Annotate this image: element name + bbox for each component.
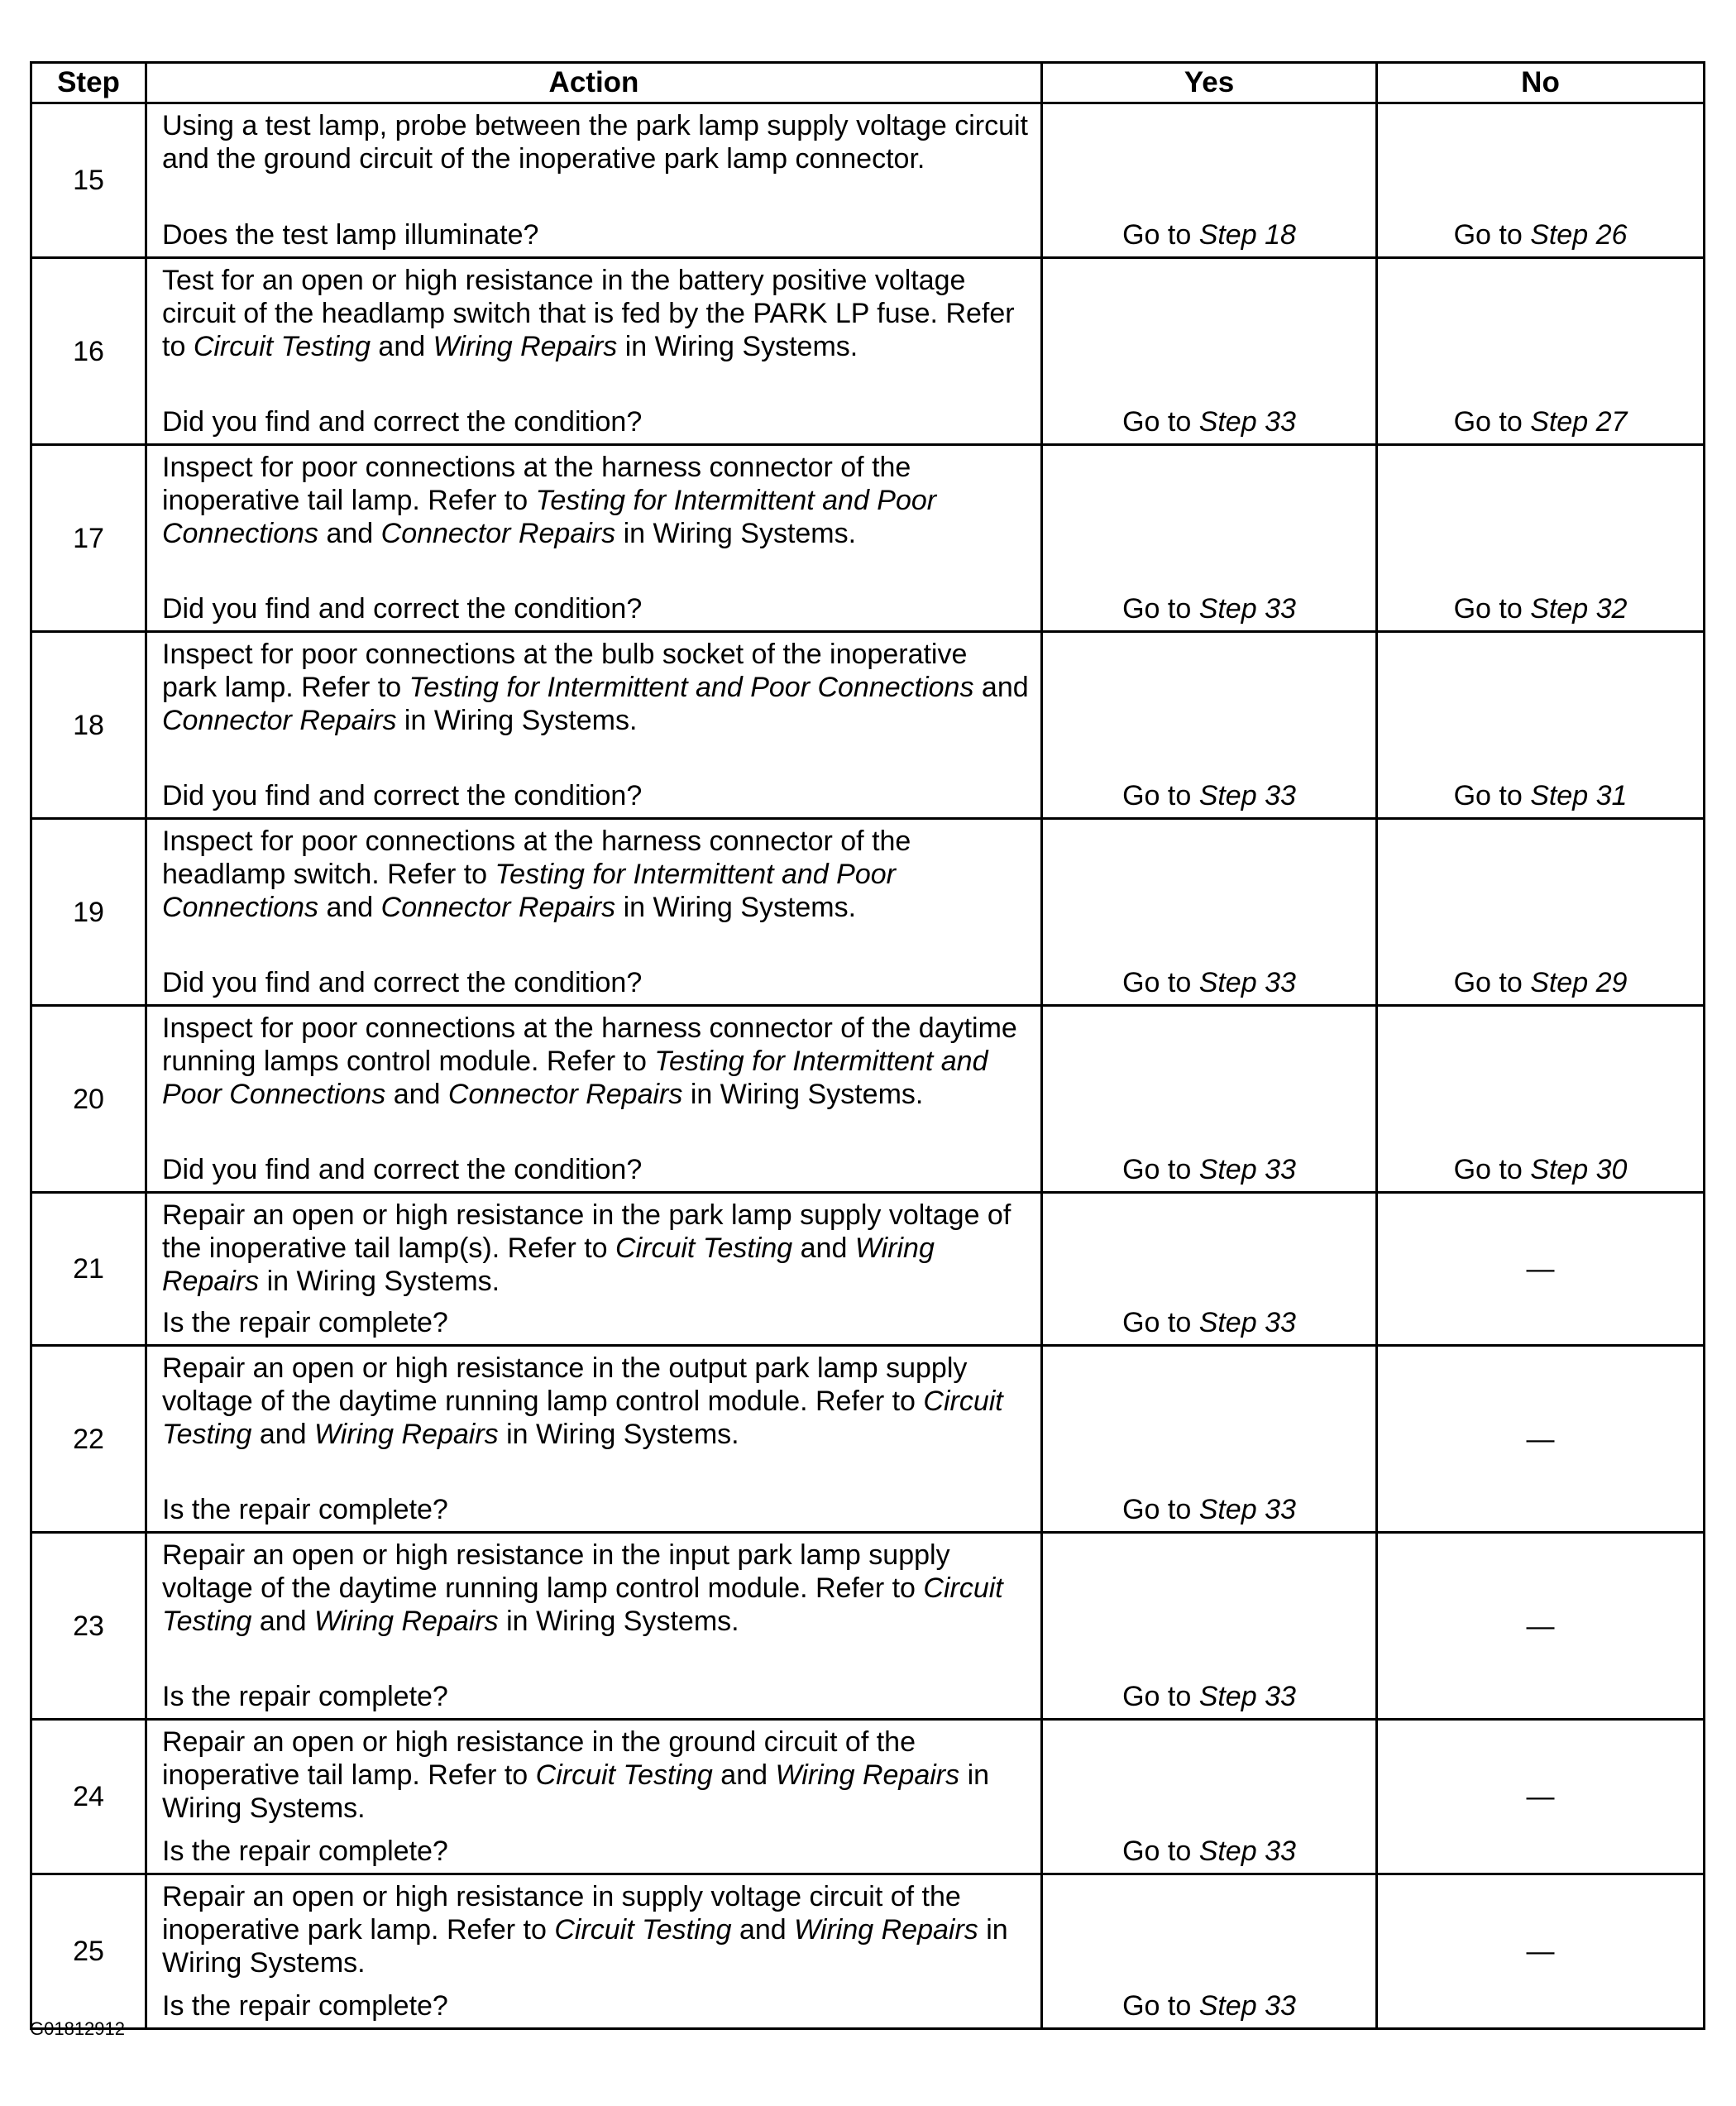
table-row <box>31 258 1705 445</box>
action-segment: in Wiring Systems. <box>162 1759 990 1824</box>
action-cell <box>146 632 1042 819</box>
goto-step-link: Step 33 <box>1198 1307 1296 1338</box>
action-text <box>162 1725 1029 1825</box>
yes-result <box>1042 1533 1377 1720</box>
yes-result <box>1042 1006 1377 1193</box>
reference-title: Connector Repairs <box>162 705 397 736</box>
goto-prefix: Go to <box>1453 967 1531 998</box>
goto-prefix: Go to <box>1122 967 1199 998</box>
no-dash: — <box>1526 1781 1555 1812</box>
goto-step-link: Step 32 <box>1530 593 1628 625</box>
goto-step-link: Step 33 <box>1198 406 1296 438</box>
yes-result <box>1042 445 1377 632</box>
table-row <box>31 1874 1705 2029</box>
action-segment: Repair an open or high resistance in the park lamp supply voltage of the inoperative tail lamp(s). Refer to <box>162 1199 1011 1264</box>
action-text <box>162 1880 1029 1979</box>
action-question: Is the repair complete? <box>162 1307 448 1338</box>
step-number: 23 <box>31 1533 146 1720</box>
action-text <box>162 825 1029 924</box>
action-question: Did you find and correct the condition? <box>162 967 643 998</box>
action-text <box>162 264 1029 363</box>
no-result <box>1377 1193 1705 1346</box>
reference-title: Testing for Intermittent and Poor Connections <box>409 672 974 703</box>
reference-title: Wiring Repairs <box>775 1759 960 1791</box>
reference-title: Connector Repairs <box>447 1079 683 1110</box>
action-segment: and <box>318 518 381 549</box>
goto-step-link: Step 33 <box>1198 1154 1296 1185</box>
action-segment: Inspect for poor connections at the harness connector of the headlamp switch. Refer to <box>162 826 911 890</box>
action-cell <box>146 103 1042 258</box>
goto-step-link: Step 33 <box>1198 593 1296 625</box>
header-yes: Yes <box>1042 63 1377 103</box>
action-segment: in Wiring Systems. <box>498 1606 739 1637</box>
action-cell <box>146 1193 1042 1346</box>
action-text <box>162 1352 1029 1451</box>
reference-title: Wiring Repairs <box>162 1232 935 1297</box>
goto-prefix: Go to <box>1122 780 1199 811</box>
goto-prefix: Go to <box>1122 219 1199 251</box>
reference-title: Wiring Repairs <box>314 1606 499 1637</box>
action-segment: Inspect for poor connections at the bulb socket of the inoperative park lamp. Refer to <box>162 639 968 703</box>
no-result <box>1377 1720 1705 1874</box>
header-action: Action <box>146 63 1042 103</box>
goto-step-link: Step 33 <box>1198 1990 1296 2022</box>
yes-result <box>1042 1193 1377 1346</box>
action-text <box>162 1199 1029 1298</box>
step-number: 25 <box>31 1874 146 2029</box>
goto-step-link: Step 33 <box>1198 967 1296 998</box>
reference-title: Circuit Testing <box>554 1914 732 1946</box>
table-row <box>31 445 1705 632</box>
step-number: 21 <box>31 1193 146 1346</box>
no-result <box>1377 1346 1705 1533</box>
table-row <box>31 103 1705 258</box>
goto-prefix: Go to <box>1122 1154 1199 1185</box>
step-number: 18 <box>31 632 146 819</box>
reference-title: Circuit Testing <box>193 331 371 362</box>
reference-title: Circuit Testing <box>615 1232 793 1264</box>
action-cell <box>146 445 1042 632</box>
action-segment: in Wiring Systems. <box>615 518 857 549</box>
figure-id: G01812912 <box>30 2018 125 2039</box>
goto-prefix: Go to <box>1122 1494 1199 1525</box>
goto-prefix: Go to <box>1122 1681 1199 1712</box>
goto-step-link: Step 27 <box>1530 406 1628 438</box>
goto-prefix: Go to <box>1453 780 1531 811</box>
action-segment: and <box>712 1759 776 1791</box>
action-segment: Repair an open or high resistance in the input park lamp supply voltage of the daytime running lamp control module. Refer to <box>162 1539 950 1604</box>
no-result <box>1377 445 1705 632</box>
action-text <box>162 1012 1029 1111</box>
action-segment: Test for an open or high resistance in the battery positive voltage circuit of the headlamp switch that is fed by the PARK LP fuse. Refer to <box>162 265 1015 362</box>
action-question: Is the repair complete? <box>162 1494 448 1525</box>
action-text <box>162 1539 1029 1638</box>
no-result <box>1377 1006 1705 1193</box>
action-segment: Repair an open or high resistance in the output park lamp supply voltage of the daytime running lamp control module. Refer to <box>162 1352 968 1417</box>
action-cell <box>146 1874 1042 2029</box>
reference-title: Circuit Testing <box>162 1572 1003 1637</box>
action-question: Is the repair complete? <box>162 1990 448 2022</box>
step-number: 15 <box>31 103 146 258</box>
action-segment: in Wiring Systems. <box>617 331 858 362</box>
no-dash: — <box>1526 1253 1555 1285</box>
goto-prefix: Go to <box>1122 1307 1199 1338</box>
action-cell <box>146 258 1042 445</box>
goto-step-link: Step 26 <box>1530 219 1628 251</box>
reference-title: Circuit Testing <box>162 1386 1003 1450</box>
yes-result <box>1042 103 1377 258</box>
table-row <box>31 1533 1705 1720</box>
goto-prefix: Go to <box>1122 593 1199 625</box>
action-text <box>162 109 1029 175</box>
yes-result <box>1042 819 1377 1006</box>
step-number: 22 <box>31 1346 146 1533</box>
reference-title: Testing for Intermittent and Poor Connections <box>162 1046 988 1110</box>
no-result <box>1377 1533 1705 1720</box>
reference-title: Wiring Repairs <box>314 1419 499 1450</box>
action-cell <box>146 1720 1042 1874</box>
action-text <box>162 638 1029 737</box>
no-dash: — <box>1526 1936 1555 1967</box>
goto-prefix: Go to <box>1453 593 1531 625</box>
goto-prefix: Go to <box>1453 1154 1531 1185</box>
action-question: Did you find and correct the condition? <box>162 1154 643 1185</box>
yes-result <box>1042 1720 1377 1874</box>
action-segment: and <box>792 1232 855 1264</box>
step-number: 16 <box>31 258 146 445</box>
action-question: Does the test lamp illuminate? <box>162 219 539 251</box>
action-segment: Repair an open or high resistance in supply voltage circuit of the inoperative park lamp. Refer to <box>162 1881 961 1946</box>
table-row <box>31 1720 1705 1874</box>
goto-step-link: Step 18 <box>1198 219 1296 251</box>
no-result <box>1377 819 1705 1006</box>
goto-prefix: Go to <box>1122 1990 1199 2022</box>
goto-step-link: Step 33 <box>1198 780 1296 811</box>
action-cell <box>146 1533 1042 1720</box>
reference-title: Wiring Repairs <box>794 1914 978 1946</box>
action-question: Did you find and correct the condition? <box>162 593 643 625</box>
action-segment: in Wiring Systems. <box>396 705 638 736</box>
action-question: Did you find and correct the condition? <box>162 780 643 811</box>
action-segment: and <box>731 1914 795 1946</box>
no-dash: — <box>1526 1423 1555 1455</box>
step-number: 17 <box>31 445 146 632</box>
action-segment: Inspect for poor connections at the harness connector of the inoperative tail lamp. Refer to <box>162 452 911 516</box>
action-cell <box>146 1346 1042 1533</box>
no-result <box>1377 103 1705 258</box>
yes-result <box>1042 632 1377 819</box>
table-row <box>31 1346 1705 1533</box>
no-dash: — <box>1526 1610 1555 1642</box>
step-number: 20 <box>31 1006 146 1193</box>
action-segment: Using a test lamp, probe between the park lamp supply voltage circuit and the ground circuit of the inoperative park lamp connector. <box>162 110 1028 175</box>
table-row <box>31 819 1705 1006</box>
goto-prefix: Go to <box>1122 406 1199 438</box>
reference-title: Connector Repairs <box>380 892 616 923</box>
action-segment: Inspect for poor connections at the harness connector of the daytime running lamps control module. Refer to <box>162 1012 1017 1077</box>
action-segment: and <box>251 1606 314 1637</box>
yes-result <box>1042 1346 1377 1533</box>
action-cell <box>146 819 1042 1006</box>
header-no: No <box>1377 63 1705 103</box>
action-segment: and <box>251 1419 314 1450</box>
action-cell <box>146 1006 1042 1193</box>
action-segment: in Wiring Systems. <box>615 892 857 923</box>
yes-result <box>1042 1874 1377 2029</box>
goto-step-link: Step 31 <box>1530 780 1628 811</box>
goto-prefix: Go to <box>1122 1836 1199 1867</box>
action-segment: and <box>973 672 1029 703</box>
reference-title: Testing for Intermittent and Poor Connections <box>162 485 937 549</box>
table-header-row <box>31 63 1705 103</box>
reference-title: Circuit Testing <box>535 1759 713 1791</box>
no-result <box>1377 258 1705 445</box>
action-segment: in Wiring Systems. <box>259 1266 500 1297</box>
action-question: Did you find and correct the condition? <box>162 406 643 438</box>
action-segment: and <box>370 331 433 362</box>
goto-step-link: Step 33 <box>1198 1494 1296 1525</box>
action-segment: in Wiring Systems. <box>682 1079 924 1110</box>
table-row <box>31 1193 1705 1346</box>
goto-step-link: Step 29 <box>1530 967 1628 998</box>
table-row <box>31 632 1705 819</box>
header-step: Step <box>31 63 146 103</box>
action-segment: in Wiring Systems. <box>498 1419 739 1450</box>
action-segment: and <box>318 892 381 923</box>
goto-prefix: Go to <box>1453 406 1531 438</box>
reference-title: Wiring Repairs <box>433 331 618 362</box>
no-result <box>1377 632 1705 819</box>
action-question: Is the repair complete? <box>162 1681 448 1712</box>
goto-prefix: Go to <box>1453 219 1531 251</box>
goto-step-link: Step 30 <box>1530 1154 1628 1185</box>
step-number: 24 <box>31 1720 146 1874</box>
table-row <box>31 1006 1705 1193</box>
table-body <box>31 103 1705 2029</box>
goto-step-link: Step 33 <box>1198 1836 1296 1867</box>
yes-result <box>1042 258 1377 445</box>
action-question: Is the repair complete? <box>162 1836 448 1867</box>
action-segment: in Wiring Systems. <box>162 1914 1008 1979</box>
reference-title: Connector Repairs <box>380 518 616 549</box>
action-segment: Repair an open or high resistance in the ground circuit of the inoperative tail lamp. Refer to <box>162 1726 916 1791</box>
no-result <box>1377 1874 1705 2029</box>
diagnostic-table <box>30 61 1705 2030</box>
action-text <box>162 451 1029 550</box>
goto-step-link: Step 33 <box>1198 1681 1296 1712</box>
action-segment: and <box>385 1079 448 1110</box>
reference-title: Testing for Intermittent and Poor Connections <box>162 859 896 923</box>
step-number: 19 <box>31 819 146 1006</box>
